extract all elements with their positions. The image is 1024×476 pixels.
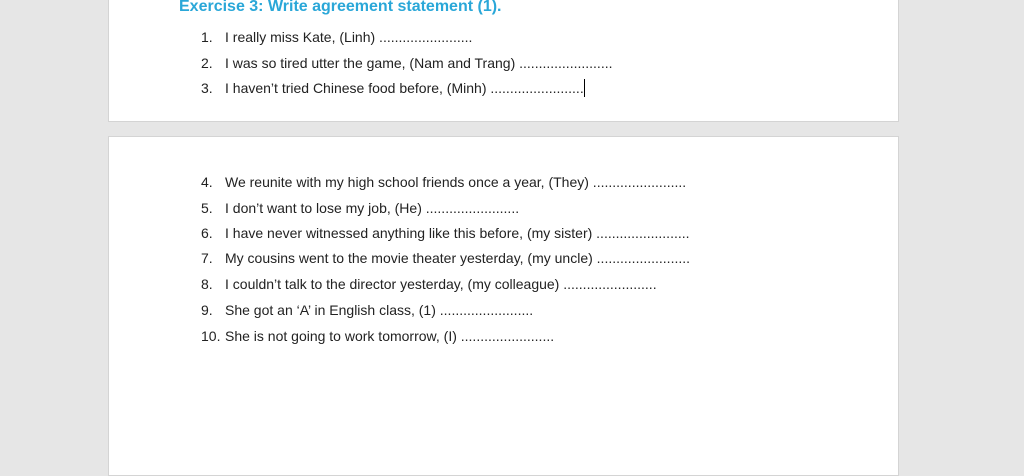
question-item-4[interactable] xyxy=(201,173,686,191)
question-text: I was so tired utter the game, (Nam and Trang) ........................ xyxy=(225,55,613,71)
question-text: My cousins went to the movie theater yesterday, (my uncle) ........................ xyxy=(225,250,691,266)
question-text: I haven’t tried Chinese food before, (Minh) ........................ xyxy=(225,80,584,96)
question-item-9[interactable] xyxy=(201,301,533,319)
question-number: 8. xyxy=(201,276,213,292)
question-number: 7. xyxy=(201,250,213,266)
question-text: I have never witnessed anything like this before, (my sister) ........................ xyxy=(225,225,690,241)
question-number: 2. xyxy=(201,55,213,71)
question-item-5[interactable] xyxy=(201,199,519,217)
question-number: 5. xyxy=(201,200,213,216)
question-text: She got an ‘A’ in English class, (1) ........................ xyxy=(225,302,534,318)
question-text: I don’t want to lose my job, (He) ........................ xyxy=(225,200,520,216)
question-number: 1. xyxy=(201,29,213,45)
question-number: 4. xyxy=(201,174,213,190)
question-text: I couldn’t talk to the director yesterday, (my colleague) ........................ xyxy=(225,276,657,292)
text-cursor xyxy=(584,79,585,97)
question-number: 3. xyxy=(201,80,213,96)
question-text: She is not going to work tomorrow, (I) ........................ xyxy=(225,328,555,344)
question-item-6[interactable] xyxy=(201,224,690,242)
question-item-2[interactable] xyxy=(201,54,612,72)
question-number: 6. xyxy=(201,225,213,241)
question-number: 10. xyxy=(201,328,221,344)
question-number: 9. xyxy=(201,302,213,318)
question-text: We reunite with my high school friends once a year, (They) ........................ xyxy=(225,174,687,190)
question-item-3[interactable] xyxy=(201,79,585,97)
question-item-8[interactable] xyxy=(201,275,657,293)
document-page-1[interactable] xyxy=(108,0,899,122)
question-item-7[interactable] xyxy=(201,249,690,267)
question-text: I really miss Kate, (Linh) ........................ xyxy=(225,29,473,45)
question-item-1[interactable] xyxy=(201,28,472,46)
question-item-10[interactable] xyxy=(201,327,554,345)
document-page-2[interactable] xyxy=(108,136,899,476)
exercise-title: Exercise 3: Write agreement statement (1). xyxy=(179,0,502,15)
